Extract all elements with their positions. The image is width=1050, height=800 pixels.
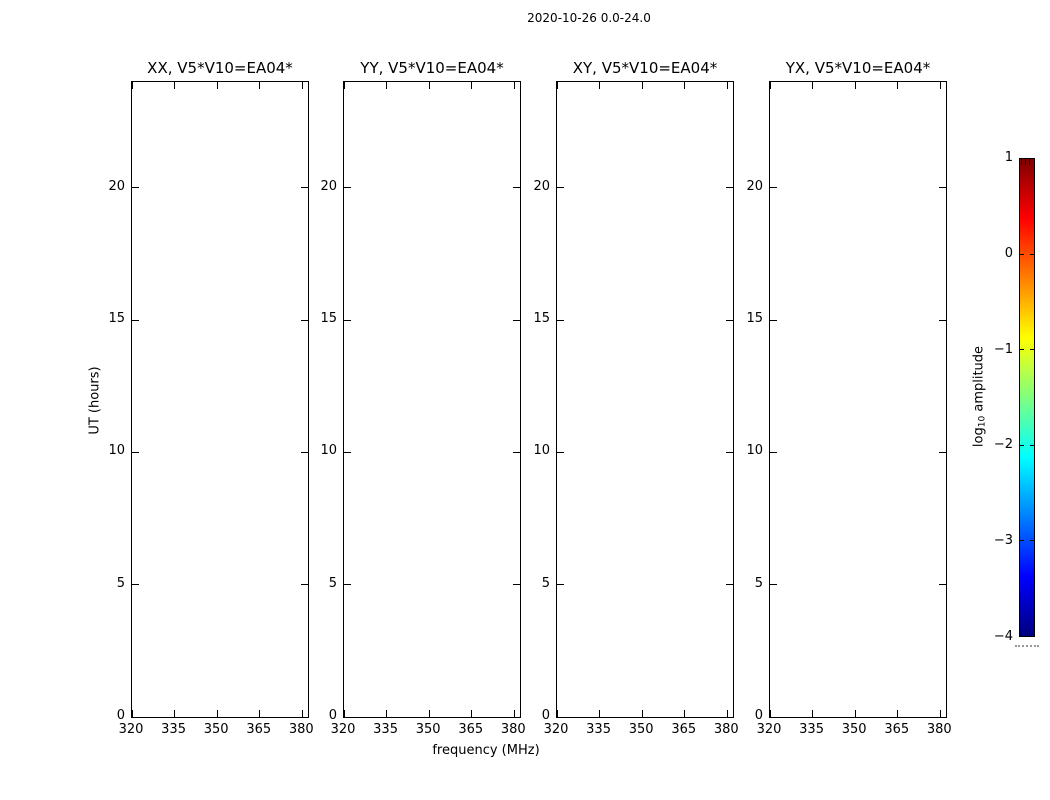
y-tick-0 [344, 717, 351, 718]
x-tick-label-320: 320 [330, 722, 356, 737]
x-tick-top-335 [386, 82, 387, 89]
x-tick-label-335: 335 [586, 722, 611, 737]
y-tick-20 [344, 187, 351, 188]
y-tick-15 [770, 320, 777, 321]
colorbar-tick-right--3 [1030, 540, 1034, 541]
x-tick-top-350 [429, 82, 430, 89]
x-tick-top-380 [514, 82, 515, 89]
x-tick-365 [684, 710, 685, 717]
x-tick-top-350 [855, 82, 856, 89]
x-tick-335 [599, 710, 600, 717]
y-tick-right-5 [939, 584, 946, 585]
colorbar-tick-label-1: 1 [1004, 150, 1013, 165]
x-tick-top-350 [217, 82, 218, 89]
colorbar-bottom-hatch [1021, 630, 1033, 636]
x-tick-365 [897, 710, 898, 717]
x-tick-label-380: 380 [500, 722, 526, 737]
y-axis-label: UT (hours) [87, 366, 103, 435]
x-tick-label-365: 365 [458, 722, 484, 737]
panel-yy-title: YY, V5*V10=EA04* [360, 59, 504, 77]
x-tick-label-365: 365 [671, 722, 697, 737]
x-tick-335 [812, 710, 813, 717]
x-tick-365 [259, 710, 260, 717]
panel-yx-axes [769, 81, 947, 718]
colorbar-dotted-edge [1015, 645, 1039, 647]
colorbar-tick-right-0 [1030, 254, 1034, 255]
x-tick-label-365: 365 [246, 722, 272, 737]
x-tick-top-335 [812, 82, 813, 89]
y-tick-label-0: 0 [754, 708, 763, 723]
y-tick-label-15: 15 [746, 311, 763, 327]
y-tick-label-10: 10 [533, 443, 550, 459]
colorbar-tick-right--2 [1030, 445, 1034, 446]
y-tick-label-10: 10 [746, 443, 763, 459]
x-tick-top-380 [727, 82, 728, 89]
x-tick-top-365 [684, 82, 685, 89]
y-tick-label-15: 15 [320, 311, 337, 327]
y-tick-right-0 [939, 717, 946, 718]
y-tick-label-10: 10 [320, 443, 337, 459]
x-tick-label-320: 320 [756, 722, 782, 737]
x-tick-335 [174, 710, 175, 717]
y-tick-label-5: 5 [328, 575, 337, 591]
x-tick-label-380: 380 [926, 722, 952, 737]
colorbar-tick-label--4: −4 [993, 629, 1013, 644]
y-tick-0 [770, 717, 777, 718]
x-tick-top-320 [132, 82, 133, 89]
colorbar-tick-right--1 [1030, 349, 1034, 350]
y-tick-label-5: 5 [116, 575, 125, 591]
x-tick-label-380: 380 [288, 722, 314, 737]
panel-xy-axes [556, 81, 734, 718]
panel-yy-axes [343, 81, 521, 718]
y-tick-15 [557, 320, 564, 321]
y-tick-0 [557, 717, 564, 718]
colorbar-tick--3 [1020, 540, 1024, 541]
x-tick-top-380 [940, 82, 941, 89]
x-tick-top-320 [557, 82, 558, 89]
x-tick-top-335 [599, 82, 600, 89]
x-tick-label-335: 335 [161, 722, 186, 737]
y-tick-label-15: 15 [108, 311, 125, 327]
y-tick-label-15: 15 [533, 311, 550, 327]
y-tick-5 [557, 584, 564, 585]
colorbar-gradient [1020, 159, 1034, 636]
x-tick-350 [217, 710, 218, 717]
x-tick-350 [855, 710, 856, 717]
y-tick-0 [132, 717, 139, 718]
colorbar-label-log: log [971, 427, 987, 448]
x-tick-label-380: 380 [713, 722, 739, 737]
x-tick-top-350 [642, 82, 643, 89]
y-tick-20 [770, 187, 777, 188]
x-tick-label-320: 320 [543, 722, 569, 737]
panel-xx-title: XX, V5*V10=EA04* [147, 59, 293, 77]
x-tick-350 [429, 710, 430, 717]
y-tick-label-0: 0 [541, 708, 550, 723]
x-tick-label-350: 350 [203, 722, 229, 737]
panel-xy-title: XY, V5*V10=EA04* [572, 59, 718, 77]
y-tick-label-0: 0 [116, 708, 125, 723]
y-tick-label-20: 20 [108, 178, 125, 194]
y-tick-label-5: 5 [541, 575, 550, 591]
y-tick-right-10 [939, 452, 946, 453]
x-axis-label: frequency (MHz) [432, 743, 540, 758]
y-tick-right-20 [939, 187, 946, 188]
y-tick-10 [557, 452, 564, 453]
y-tick-label-0: 0 [328, 708, 337, 723]
x-tick-label-320: 320 [118, 722, 144, 737]
colorbar-tick-label--1: −1 [993, 341, 1013, 357]
y-tick-20 [557, 187, 564, 188]
figure-title: 2020-10-26 0.0-24.0 [527, 11, 651, 25]
y-tick-right-15 [939, 320, 946, 321]
y-tick-5 [770, 584, 777, 585]
y-tick-5 [344, 584, 351, 585]
y-tick-label-20: 20 [533, 178, 550, 194]
colorbar-tick--1 [1020, 349, 1024, 350]
y-tick-15 [132, 320, 139, 321]
colorbar-label-amplitude: amplitude [971, 345, 987, 416]
y-tick-10 [770, 452, 777, 453]
colorbar-label-subscript: 10 [977, 415, 988, 428]
y-tick-20 [132, 187, 139, 188]
x-tick-label-350: 350 [628, 722, 654, 737]
x-tick-top-365 [471, 82, 472, 89]
x-tick-top-380 [302, 82, 303, 89]
colorbar-label [972, 287, 989, 507]
x-tick-label-350: 350 [415, 722, 441, 737]
colorbar-tick-0 [1020, 254, 1024, 255]
colorbar-tick-label--2: −2 [993, 437, 1013, 453]
colorbar-tick-label-0: 0 [1004, 245, 1013, 261]
y-tick-label-20: 20 [746, 178, 763, 194]
panel-xx-axes [131, 81, 309, 718]
panel-yx-title: YX, V5*V10=EA04* [785, 59, 931, 77]
x-tick-label-365: 365 [884, 722, 910, 737]
x-tick-350 [642, 710, 643, 717]
x-tick-335 [386, 710, 387, 717]
y-tick-10 [132, 452, 139, 453]
colorbar [1019, 158, 1035, 637]
x-tick-365 [471, 710, 472, 717]
x-tick-label-335: 335 [799, 722, 824, 737]
colorbar-tick-label--3: −3 [993, 533, 1013, 549]
colorbar-tick--2 [1020, 445, 1024, 446]
x-tick-label-335: 335 [373, 722, 398, 737]
x-tick-label-350: 350 [841, 722, 867, 737]
y-tick-label-10: 10 [108, 443, 125, 459]
y-tick-15 [344, 320, 351, 321]
x-tick-top-320 [344, 82, 345, 89]
x-tick-top-365 [259, 82, 260, 89]
x-tick-top-365 [897, 82, 898, 89]
colorbar-top-hatch [1021, 159, 1033, 165]
x-tick-top-320 [770, 82, 771, 89]
y-tick-label-20: 20 [320, 178, 337, 194]
y-tick-5 [132, 584, 139, 585]
y-tick-10 [344, 452, 351, 453]
x-tick-top-335 [174, 82, 175, 89]
y-tick-label-5: 5 [754, 575, 763, 591]
